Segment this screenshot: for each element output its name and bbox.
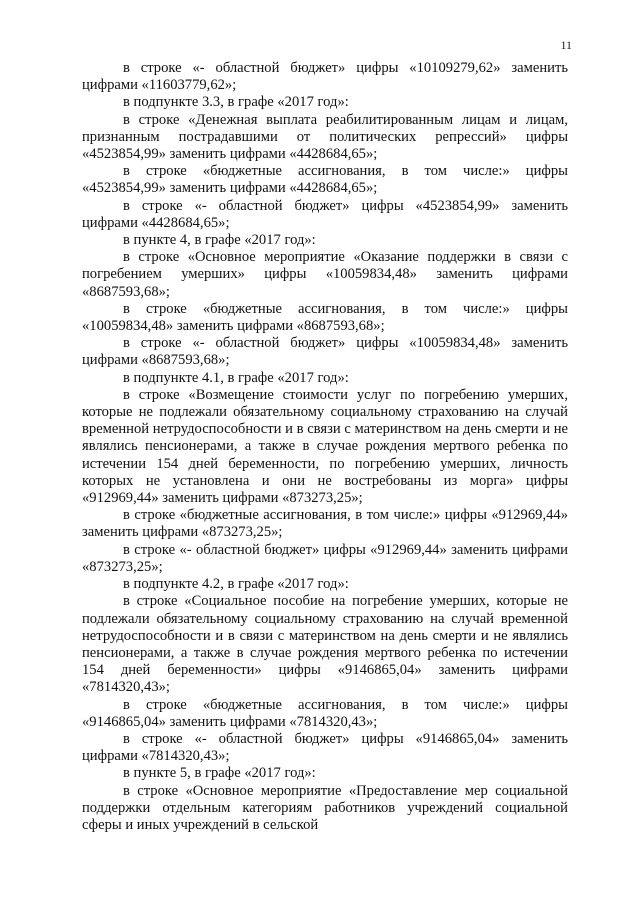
paragraph: в подпункте 4.2, в графе «2017 год»: (123, 576, 349, 593)
paragraph: в строке «- областной бюджет» цифры «10059834,48» заменить цифрами «8687593,68»; (82, 335, 568, 369)
paragraph: в строке «- областной бюджет» цифры «9146865,04» заменить цифрами «7814320,43»; (82, 730, 568, 765)
paragraph: в строке «Возмещение стоимости услуг по погребению умерших, которые не подлежали обязательному социальному страхованию на случай временной нетрудоспособности и в связи с материнством на день смерти и не являлись пенсионерами, а также в случае рождения мертвого ребенка по истечении 154 дней беременности, по погребению умерших, личность которых не установлена и они не востребованы из морга» цифры «912969,44» заменить цифрами «873273,25»; (82, 386, 568, 507)
paragraph: в строке «бюджетные ассигнования, в том числе:» цифры «9146865,04» заменить цифрами «7814320,43»; (82, 696, 568, 730)
paragraph: в строке «Денежная выплата реабилитированным лицам и лицам, признанным пострадавшими от политических репрессий» цифры «4523854,99» заменить цифрами «4428684,65»; (82, 111, 568, 163)
document-body (82, 60, 568, 834)
paragraph: в строке «Основное мероприятие «Предоставление мер социальной поддержки отдельным категориям работников учреждений социальной сферы и иных учреждений в сельской (82, 782, 568, 833)
paragraph: в строке «бюджетные ассигнования, в том числе:» цифры «4523854,99» заменить цифрами «4428684,65»; (82, 163, 568, 197)
paragraph: в подпункте 3.3, в графе «2017 год»: (123, 94, 349, 111)
paragraph: в строке «- областной бюджет» цифры «4523854,99» заменить цифрами «4428684,65»; (82, 197, 568, 231)
paragraph: в строке «Социальное пособие на погребение умерших, которые не подлежали обязательному социальному страхованию на случай временной нетрудоспособности и в связи с материнством на день смерти и не являлись пенсионерами, а также в случае рождения мертвого ребенка по истечении 154 дней беременности» цифры «9146865,04» заменить цифрами «7814320,43»; (82, 593, 568, 696)
paragraph: в строке «- областной бюджет» цифры «10109279,62» заменить цифрами «11603779,62»; (82, 60, 568, 94)
paragraph: в пункте 5, в графе «2017 год»: (123, 765, 316, 782)
paragraph: в строке «бюджетные ассигнования, в том числе:» цифры «10059834,48» заменить цифрами «8687593,68»; (82, 300, 568, 335)
paragraph: в пункте 4, в графе «2017 год»: (123, 232, 316, 249)
paragraph: в строке «бюджетные ассигнования, в том числе:» цифры «912969,44» заменить цифрами «873273,25»; (82, 507, 568, 541)
paragraph: в строке «Основное мероприятие «Оказание поддержки в связи с погребением умерших» цифры «10059834,48» заменить цифрами «8687593,68»; (82, 249, 568, 300)
paragraph: в строке «- областной бюджет» цифры «912969,44» заменить цифрами «873273,25»; (82, 541, 568, 575)
page-number: 11 (560, 38, 572, 52)
paragraph: в подпункте 4.1, в графе «2017 год»: (123, 369, 349, 386)
